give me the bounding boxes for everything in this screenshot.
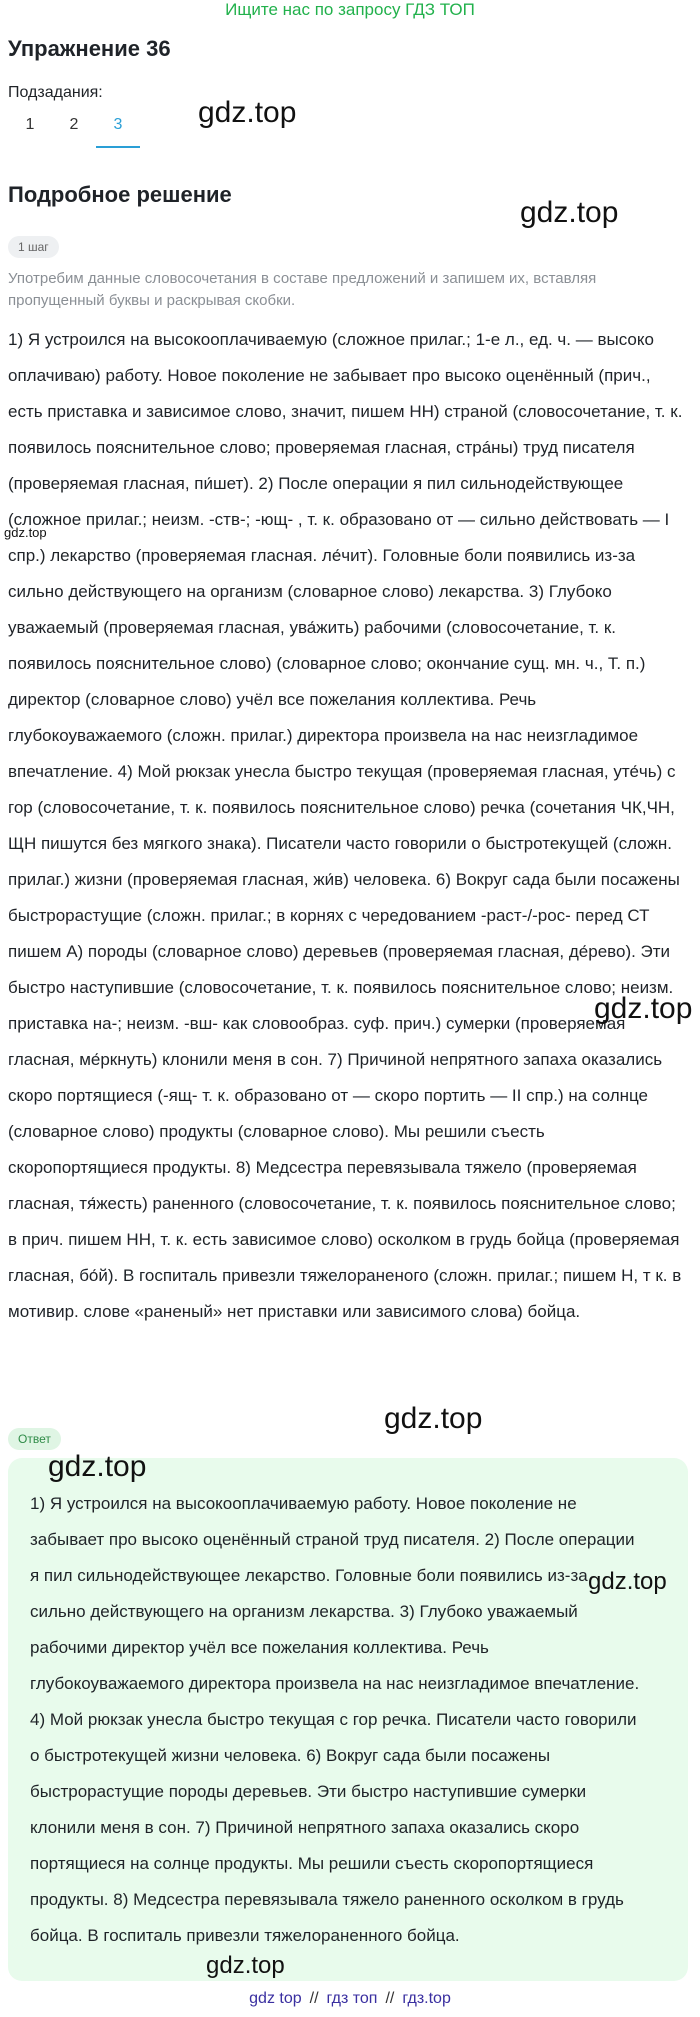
answer-badge: Ответ — [8, 1428, 61, 1450]
footer-links — [0, 1990, 700, 2008]
footer-link-gdz-dot-top[interactable]: гдз.top — [402, 1990, 451, 2007]
exercise-title: Упражнение 36 — [8, 36, 171, 61]
watermark: gdz.top — [594, 992, 693, 1025]
watermark: gdz.top — [588, 1568, 667, 1595]
subtasks-label: Подзадания: — [8, 84, 103, 101]
search-banner: Ищите нас по запросу ГДЗ ТОП — [225, 0, 475, 19]
subtask-tabs — [8, 112, 140, 148]
watermark: gdz.top — [48, 1450, 147, 1483]
watermark: gdz.top — [520, 196, 619, 229]
solution-intro: Употребим данные словосочетания в составе предложений и запишем их, вставляя пропущенный буквы и раскрывая скобки. — [8, 270, 597, 309]
subtask-tab-1[interactable]: 1 — [25, 116, 35, 133]
footer-separator: // — [309, 1990, 319, 2007]
subtask-tab-2[interactable]: 2 — [69, 116, 79, 133]
watermark: gdz.top — [198, 96, 297, 129]
watermark: gdz.top — [384, 1402, 483, 1435]
watermark-small: gdz.top — [4, 525, 47, 540]
footer-link-gdz-top[interactable]: gdz top — [249, 1990, 302, 2007]
footer-link-gdz-top-ru[interactable]: гдз топ — [326, 1990, 378, 2007]
watermark: gdz.top — [206, 1952, 285, 1979]
solution-title: Подробное решение — [8, 182, 232, 207]
step-badge: 1 шаг — [8, 236, 59, 258]
answer-text: 1) Я устроился на высокооплачиваемую работу. Новое поколение не забывает про высоко оценённый страной труд писателя. 2) После операции я пил сильнодействующее лекарство. Головные боли появились из-за сильно действующего на организм лекарства. 3) Глубоко уважаемый рабочими директор учёл все пожелания коллектива. Речь глубокоуважаемого директора произвела на нас неизгладимое впечатление. 4) Мой рюкзак унесла быстро текущая с гор речка. Писатели часто говорили о быстротекущей жизни человека. 6) Вокруг сада были посажены быстрорастущие породы деревьев. Эти быстро наступившие сумерки клонили меня в сон. 7) Причиной непрятного запаха оказались скоро портящиеся на солнце продукты. Мы решили съесть скоропортящиеся продукты. 8) Медсестра перевязывала тяжело раненного осколком в грудь бойца. В госпиталь привезли тяжелораненного бойца. — [30, 1494, 640, 1945]
solution-text: 1) Я устроился на высокооплачиваемую (сложное прилаг.; 1-е л., ед. ч. — высоко оплачиваю) работу. Новое поколение не забывает про высоко оценённый (прич., есть приставка и зависимое слово, значит, пишем НН) страной (словосочетание, т. к. появилось пояснительное слово; проверяемая гласная, стрáны) труд писателя (проверяемая гласная, пи́шет). 2) После операции я пил сильнодействующее (сложное прилаг.; неизм. -ств-; -ющ- , т. к. образовано от — сильно действовать — I спр.) лекарство (проверяемая гласная. ле́чит). Головные боли появились из-за сильно действующего на организм (словарное слово) лекарства. 3) Глубоко уважаемый (проверяемая гласная, ува́жить) рабочими (словосочетание, т. к. появилось пояснительное слово) (словарное слово; окончание сущ. мн. ч., Т. п.) директор (словарное слово) учёл все пожелания коллектива. Речь глубокоуважаемого (сложн. прилаг.) директора произвела на нас неизгладимое впечатление. 4) Мой рюкзак унесла быстро текущая (проверяемая гласная, уте́чь) с гор (словосочетание, т. к. появилось пояснительное слово) речка (сочетания ЧК,ЧН, ЩН пишутся без мягкого знака). Писатели часто говорили о быстротекущей (сложн. прилаг.) жизни (проверяемая гласная, жи́в) человека. 6) Вокруг сада были посажены быстрорастущие (сложн. прилаг.; в корнях с чередованием -раст-/-рос- перед СТ пишем А) породы (словарное слово) деревьев (проверяемая гласная, де́рево). Эти быстро наступившие (словосочетание, т. к. появилось пояснительное слово; неизм. приставка на-; неизм. -вш- как словообраз. суф. прич.) сумерки (проверяемая гласная, ме́ркнуть) клонили меня в сон. 7) Причиной непрятного запаха оказались скоро портящиеся (-ящ- т. к. образовано от — скоро портить — II спр.) на солнце (словарное слово) продукты (словарное слово). Мы решили съесть скоропортящиеся продукты. 8) Медсестра перевязывала тяжело (проверяемая гласная, тя́жесть) раненного (словосочетание, т. к. появилось пояснительное слово; в прич. пишем НН, т. к. есть зависимое слово) осколком в грудь бойца (проверяемая гласная, бо́й). В госпиталь привезли тяжелораненого (сложн. прилаг.; пишем Н, т к. в мотивир. слове «раненый» нет приставки или зависимого слова) бойца. — [8, 330, 683, 1321]
footer-separator: // — [385, 1990, 395, 2007]
subtask-tab-3[interactable]: 3 — [96, 112, 140, 148]
